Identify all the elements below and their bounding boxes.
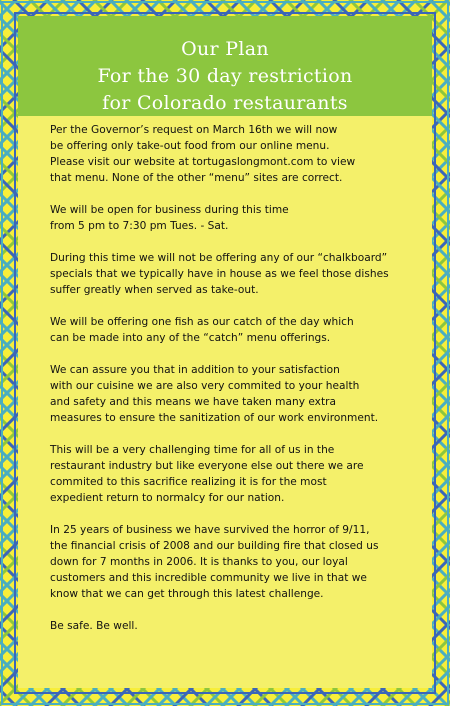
text-line: with our cuisine we are also very commited to your health [50, 380, 360, 392]
message-panel [18, 116, 432, 688]
title-line-2: For the 30 day restriction [97, 65, 353, 87]
paragraph-takeout [50, 122, 422, 186]
title-line-3: for Colorado restaurants [102, 92, 348, 114]
text-line: be offering only take-out food from our online menu. [50, 140, 330, 152]
text-line: We will be offering one fish as our catch of the day which [50, 316, 354, 328]
text-line: know that we can get through this latest challenge. [50, 588, 324, 600]
text-line: suffer greatly when served as take-out. [50, 284, 259, 296]
text-line: In 25 years of business we have survived the horror of 9/11, [50, 524, 370, 536]
paragraph-history [50, 522, 422, 602]
text-line: and safety and this means we have taken many extra [50, 396, 336, 408]
text-line: commited to this sacrifice realizing it is for the most [50, 476, 327, 488]
text-line: can be made into any of the “catch” menu offerings. [50, 332, 331, 344]
text-line: customers and this incredible community we live in that we [50, 572, 367, 584]
paragraph-challenge [50, 442, 422, 506]
paragraph-specials [50, 250, 422, 298]
text-line: This will be a very challenging time for all of us in the [50, 444, 335, 456]
text-line: that menu. None of the other “menu” sites are correct. [50, 172, 343, 184]
text-line: restaurant industry but like everyone else out there we are [50, 460, 364, 472]
text-line: We will be open for business during this time [50, 204, 289, 216]
text-line: Please visit our website at tortugaslongmont.com to view [50, 156, 356, 168]
title-banner [18, 16, 432, 116]
paragraph-catch [50, 314, 422, 346]
text-line: down for 7 months in 2006. It is thanks to you, our loyal [50, 556, 348, 568]
paragraph-safety [50, 362, 422, 426]
title-line-1: Our Plan [181, 38, 269, 60]
text-line: the financial crisis of 2008 and our building fire that closed us [50, 540, 379, 552]
paragraph-hours [50, 202, 422, 234]
text-line: During this time we will not be offering any of our “chalkboard” [50, 252, 388, 264]
paragraph-closing [50, 618, 422, 634]
text-line: Be safe. Be well. [50, 620, 138, 632]
text-line: Per the Governor’s request on March 16th we will now [50, 124, 338, 136]
text-line: We can assure you that in addition to your satisfaction [50, 364, 340, 376]
text-line: measures to ensure the sanitization of our work environment. [50, 412, 379, 424]
text-line: specials that we typically have in house as we feel those dishes [50, 268, 389, 280]
text-line: from 5 pm to 7:30 pm Tues. - Sat. [50, 220, 229, 232]
text-line: expedient return to normalcy for our nation. [50, 492, 285, 504]
